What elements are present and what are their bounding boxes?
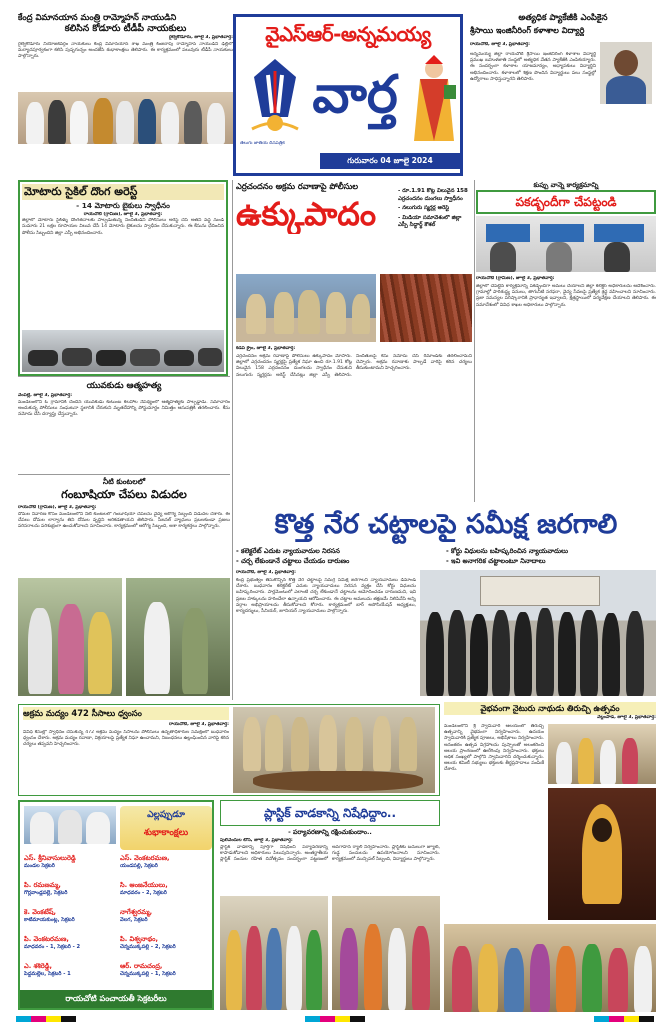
story-youth-headline: యువకుడు ఆత్మహత్య [86,381,162,391]
column-rule [18,474,230,475]
photo-water-left [18,578,122,696]
story-plastic [220,800,440,1012]
story-temple [444,702,656,1014]
ad-name-entry: ఆర్. రామచంద్ర, చెన్నముక్కపల్లి - 1, సెక్రటరీ [120,962,176,977]
story-youth-dateline: వేంపల్లె, జూలై 3, ప్రభాతవార్త: [18,393,73,398]
story-water-dateline: రాయచోటి (గ్రామీణ), జూలై 3, ప్రభాతవార్త: [18,505,97,510]
smuggling-bullet: - రూ.1.91 కోట్ల విలువైన 158 ఎర్రచందనం దుంగలు స్వాధీనం [398,188,468,202]
story-smuggling-bullets [398,188,472,230]
story-works-body: జిల్లాలో చేపట్టిన కార్యక్రమాన్ని పకడ్బందీగా అమలు చేయాలని జిల్లా కలెక్టర్ అధికారులను ఆదేశించారు. గ్రామాల్లో పారిశుద్ధ్య పనులు, తాగునీటి సరఫరా, వైద్య సేవలపై ప్రత్యేక శ్రద్ధ వహించాలని సూచించారు. ప్రజా సమస్యల పరిష్కారానికి ప్రాధాన్యత ఇవ్వాలని, క్షేత్రస్థాయిలో పర్యవేక్షణ చేయాలని తెలిపారు. ఈ సమావేశంలో వివిధ శాఖల అధికారులు పాల్గొన్నారు. [476,284,656,308]
story-smuggling-kicker: ఎర్రచందనం అక్రమ రవాణాపై పోలీసుల [236,181,359,191]
ad-title [120,806,212,850]
ad-names [24,854,212,988]
smuggling-bullet: - నలుగురు స్మగ్లర్ల అరెస్ట్ [398,205,450,212]
photo-plastic-rally-2 [332,896,440,1010]
banner-bullet: - కోర్టు విధులను బహిష్కరించిన న్యాయవాదులు [446,547,569,555]
color-registration-bar [305,1016,365,1022]
story-temple-headline: వైభవంగా నైటురు నాథుడు తిరుచ్చి ఉత్సవం [444,702,656,715]
banner-bullet: - కలెక్టరేట్ ఎదుట న్యాయవాదుల నిరసన [236,547,340,555]
photo-delegation [18,92,233,144]
story-bike-subhead: - 14 మోటారు బైకులు స్వాధీనం [76,201,170,210]
ad-title-2: శుభాకాంక్షలు [143,828,189,838]
story-tl-headline-1: కేంద్ర విమానయాన మంత్రి రామ్మోహన్ నాయుడిని [18,12,177,22]
story-liquor-headline: అక్రమ మద్యం 472 సీసాలు ధ్వంసం [23,707,229,720]
photo-temple-deity [548,788,656,920]
ad-name-entry: ఎ. శశిరెడ్డి, పెద్దమల్లెల, సెక్రటరీ - 1 [24,962,71,977]
ad-photo-left [24,806,116,844]
ad-footer: రాయచోటి పంచాయతీ సెక్రటరీలు [20,990,212,1008]
ad-name-entry: ఎస్. వెంకటరమణ, యండపల్లి, సెక్రటరీ [120,854,170,869]
masthead-tagline: తెలుగు జాతీయ దినపత్రిక [240,141,285,146]
photo-sp-press [236,274,376,342]
story-liquor [18,704,440,796]
logo-tirunamam-icon [246,57,304,135]
ad-name-entry: సి. ఆంజనేయులు, మాధవరం - 2, సెక్రటరీ [120,881,168,896]
story-tr-headline-2: శ్రీసాయి ఇంజినీరింగ్ కళాశాల విద్యార్థి [470,25,585,35]
banner-bullets [236,546,656,566]
photo-water-right [126,578,230,696]
photo-works [476,216,656,272]
ad-name-entry: కె. వెంకటేష్, కాటిమాయకుంట్ల, సెక్రటరీ [24,908,75,923]
story-tr-dateline: రాయచోటి, జూలై 3, ప్రభాతవార్త: [470,42,530,47]
logo-annamayya-icon [408,55,460,145]
photo-liquor [233,707,435,793]
story-banner [236,506,656,696]
photo-plastic-rally-1 [220,896,328,1010]
banner-headline: కొత్త నేర చట్టాలపై సమీక్ష జరగాలి [274,509,618,540]
banner-body: కేంద్ర ప్రభుత్వం తీసుకొచ్చిన కొత్త నేర చట్టాలపై సమగ్ర సమీక్ష జరగాలని న్యాయవాదులు డిమాండ్ చేశారు. బుధవారం కలెక్టరేట్ ఎదుట న్యాయవాదులు నిరసన వ్యక్తం చేసి కోర్టు విధులను బహిష్కరించారు. పార్లమెంటులో ఎలాంటి చర్చ లేకుండానే చట్టాలను ఆమోదించడం దారుణమని, ఇవి ప్రజల హక్కులను హరించేలా ఉన్నాయని ఆరోపించారు. ఈ చట్టాల అమలును తక్షణమే నిలిపివేసి అన్ని వర్గాల అభిప్రాయాలను తీసుకోవాలని కోరారు. కార్యక్రమంలో బార్ అసోసియేషన్ అధ్యక్షులు, కార్యదర్శులు, సీనియర్, జూనియర్ న్యాయవాదులు పాల్గొన్నారు. [236,578,416,615]
story-bike-body: జిల్లాలో మోటారు సైకిళ్ళు దొంగతనాలకు పాల్పడుతున్న నిందితుడిని పోలీసులు అరెస్ట్ చేసి అతని వద్ద నుండి సుమారు 21 లక్షల రూపాయల విలువ చేసే 14 మోటారు బైకులను స్వాధీనం చేసుకున్నారు. ఈ కేసును ఛేదించిన పోలీసు సిబ్బందిని జిల్లా ఎస్పీ అభినందించారు. [22,218,224,236]
column-rule [18,376,230,377]
story-water-kicker: నీటి కుంటలలో [102,477,146,486]
masthead [233,14,463,176]
story-bike [18,180,228,376]
story-water-body: దోమల నివారణ కోసం మండలంలోని నీటి కుంటలలో గంబూషియా చేపలను వైద్య ఆరోగ్య సిబ్బంది విడుదల చేశారు. ఈ చేపలు దోమల లార్వాను తిని దోమల వృద్ధిని అరికడతాయని తెలిపారు. సీజనల్ వ్యాధులు ప్రబలకుండా ప్రజలు పరిసరాలను పరిశుభ్రంగా ఉంచుకోవాలని సూచించారు. కార్యక్రమంలో ఆరోగ్య సిబ్బంది, ఆశా కార్యకర్తలు పాల్గొన్నారు. [18,512,230,530]
story-water [18,476,230,698]
ad-name-entry: పి. రమణమ్మ, గొర్లవాండ్లపల్లె, సెక్రటరీ [24,881,68,896]
story-plastic-body: ప్లాస్టిక్ వాడకాన్ని పూర్తిగా నిషేధించి పర్యావరణాన్ని కాపాడుకోవాలని అధికారులు పిలుపునిచ్చారు. అంతర్జాతీయ ప్లాస్టిక్ సంచుల రహిత దినోత్సవం సందర్భంగా పట్టణంలో అవగాహన ర్యాలీ నిర్వహించారు. ప్లాస్టిక్‌కు బదులుగా జ్యూట్, గుడ్డ సంచులను ఉపయోగించాలని సూచించారు. కార్యక్రమంలో మున్సిపల్ సిబ్బంది, విద్యార్థులు పాల్గొన్నారు. [220,845,440,863]
story-temple-body: మండలంలోని శ్రీ స్వామివారి ఆలయంలో తిరుచ్చి ఉత్సవాన్ని వైభవంగా నిర్వహించారు. ఉదయం స్వామివారికి ప్రత్యేక పూజలు, అభిషేకాలు నిర్వహించారు. అనంతరం ఉత్సవ విగ్రహాలను పుష్పాలతో అలంకరించి ఆలయ ప్రాంగణంలో ఊరేగింపు నిర్వహించారు. భక్తులు అధిక సంఖ్యలో పాల్గొని స్వామివారిని దర్శించుకున్నారు. ఆలయ కమిటీ సభ్యులు భక్తులకు తీర్థప్రసాదాలు పంపిణీ చేశారు. [444,724,544,773]
story-works-kicker: కుప్పు వాన్నె కార్యక్రమాన్ని [533,181,599,189]
story-tl-body: రైల్వేకోడూరు నియోజకవర్గం నాయకులు కేంద్ర విమానయాన శాఖ మంత్రి కింజరాపు రామ్మోహన్ నాయుడిని ఢిల్లీలో మర్యాదపూర్వకంగా కలిసి పుష్పగుచ్ఛం అందజేసి శుభాకాంక్షలు తెలిపారు. ఈ కార్యక్రమంలో పలువురు టీడీపీ నాయకులు పాల్గొన్నారు. [18,42,233,60]
story-smuggling [236,180,472,506]
story-works [476,180,656,404]
story-tl [18,12,233,142]
photo-red-sandalwood [380,274,472,342]
photo-temple-devotees [444,924,656,1012]
story-bike-headline: మోటారు సైకిల్ దొంగ అరెస్ట్ [22,184,224,200]
story-temple-dateline: వెల్లంపాడ, జూలై 3, ప్రభాతవార్త: [597,715,656,720]
story-youth-body: మండలంలోని ఓ గ్రామానికి చెందిన యువకుడు కుటుంబ కలహాల నేపథ్యంలో ఆత్మహత్యకు పాల్పడ్డాడు. సమాచారం అందుకున్న పోలీసులు సంఘటనా స్థలానికి చేరుకుని మృతదేహాన్ని పోస్టుమార్టం నిమిత్తం ఆసుపత్రికి తరలించారు. కేసు నమోదు చేసి దర్యాప్తు చేస్తున్నారు. [18,400,230,418]
story-tl-headline-2: కలిసిన కోడూరు టీడీపీ నాయకులు [64,23,187,34]
banner-bullet: - చర్చ లేకుండానే చట్టాలు చేయడం దారుణం [236,557,350,565]
ad-name-entry: నాగేశ్వరమ్మ, వెలగ, సెక్రటరీ [120,908,153,923]
story-tr [470,12,656,180]
story-plastic-subhead: - పర్యావరణాన్ని రక్షించుకుందాం.. [288,828,372,836]
photo-bikes [22,330,224,372]
column-rule [232,180,233,700]
story-smuggling-body: ఎర్రచందనం అక్రమ రవాణాపై పోలీసులు ఉక్కుపాదం మోపారు. జిల్లాలో ఎర్రచందనం స్మగ్లర్లపై ప్రత్యేక నిఘా ఉంచి రూ.1.91 కోట్ల విలువైన 158 ఎర్రచందనం దుంగలను స్వాధీనం చేసుకుని నలుగురు స్మగ్లర్లను అరెస్ట్ చేసినట్లు జిల్లా ఎస్పీ తెలిపారు. నిందితులపై కేసు నమోదు చేసి రిమాండ్‌కు తరలించామని చెప్పారు. అక్రమ రవాణాకు పాల్పడే వారిపై కఠిన చర్యలు తీసుకుంటామని హెచ్చరించారు. [236,354,472,378]
ad-name-entry: పి. వెంకటరమణ, మాధవరం - 1, సెక్రటరీ - 2 [24,935,81,950]
story-works-headline: పకడ్బందీగా చేపట్టండి [476,190,656,214]
story-liquor-body: వివిధ కేసుల్లో స్వాధీనం చేసుకున్న 472 అక్రమ మద్యం సీసాలను పోలీసులు ఉన్నతాధికారుల సమక్షంలో బుధవారం ధ్వంసం చేశారు. అక్రమ మద్యం రవాణా, విక్రయాలపై ప్రత్యేక నిఘా ఉంచామని, నిబంధనలు ఉల్లంఘించిన వారిపై కఠిన చర్యలు తప్పవని హెచ్చరించారు. [23,730,229,748]
story-tr-headline-1: అత్యధిక ప్యాకేజీకి ఎంపికైన [518,13,608,23]
story-plastic-headline: ప్లాస్టిక్ వాడకాన్ని నిషేధిద్దాం.. [220,800,440,826]
color-registration-bar [594,1016,654,1022]
masthead-logo-word: వార్త [312,65,398,125]
story-liquor-dateline: రాయచోటి, జూలై 3, ప్రభాతవార్త: [169,722,229,727]
story-youth [18,380,230,472]
story-plastic-dateline: పులివెందుల టౌన్, జూలై 3, ప్రభాతవార్త: [220,838,293,843]
masthead-date: గురువారం 04 జూలై 2024 [320,153,460,169]
ad-name-entry: పి. విశ్వనాథం, చెన్నముక్కపల్లి - 2, సెక్రటరీ [120,935,176,950]
masthead-title: వైఎస్ఆర్-అన్నమయ్య [265,22,431,46]
column-rule [474,180,475,502]
story-tr-body: అన్నమయ్య జిల్లా రాయచోటి శ్రీసాయి ఇంజినీరింగ్ కళాశాల విద్యార్థి ప్రముఖ బహుళజాతి సంస్థలో అత్యధిక వేతన ప్యాకేజీకి ఎంపికయ్యారు. ఈ సందర్భంగా కళాశాల యాజమాన్యం, అధ్యాపకులు విద్యార్థిని అభినందించారు. కళాశాలలో శిక్షణ పొందిన విద్యార్థులు పలు సంస్థల్లో ఉద్యోగాలు సాధిస్తున్నారని తెలిపారు. [470,52,596,82]
story-water-headline: గంబూషియా చేపలు విడుదల [61,488,187,501]
ad-greetings [18,800,214,1010]
photo-lawyers [420,570,656,696]
story-smuggling-dateline: కడప క్రైం, జూలై 3, ప్రభాతవార్త: [236,346,296,351]
banner-bullet: - ఇవి అనాగరిక చట్టాలంటూ నినాదాలు [446,557,546,565]
photo-student [600,42,652,104]
color-registration-bar [16,1016,76,1022]
story-bike-dateline: రాయచోటి (గ్రామీణ), జూలై 3, ప్రభాతవార్త: [83,212,163,217]
banner-dateline: రాయచోటి, జూలై 3, ప్రభాతవార్త: [236,570,296,575]
story-smuggling-headline: ఉక్కుపాదం [236,195,377,233]
story-works-dateline: రాయచోటి (గ్రామీణ), జూలై 3, ప్రభాతవార్త: [476,276,555,281]
photo-temple [548,724,656,784]
ad-title-1: ఎల్లప్పుడూ [147,810,185,820]
story-tl-dateline: రైల్వేకోడూరు, జూలై 3, ప్రభాతవార్త: [168,35,233,40]
ad-name-entry: ఎస్. శ్రీనివాసులురెడ్డి మండల సెక్రటరీ [24,854,76,869]
smuggling-bullet: - మీడియా సమావేశంలో జిల్లా ఎస్పీ సిద్ధార్థ్ కౌశల్ [398,214,462,229]
